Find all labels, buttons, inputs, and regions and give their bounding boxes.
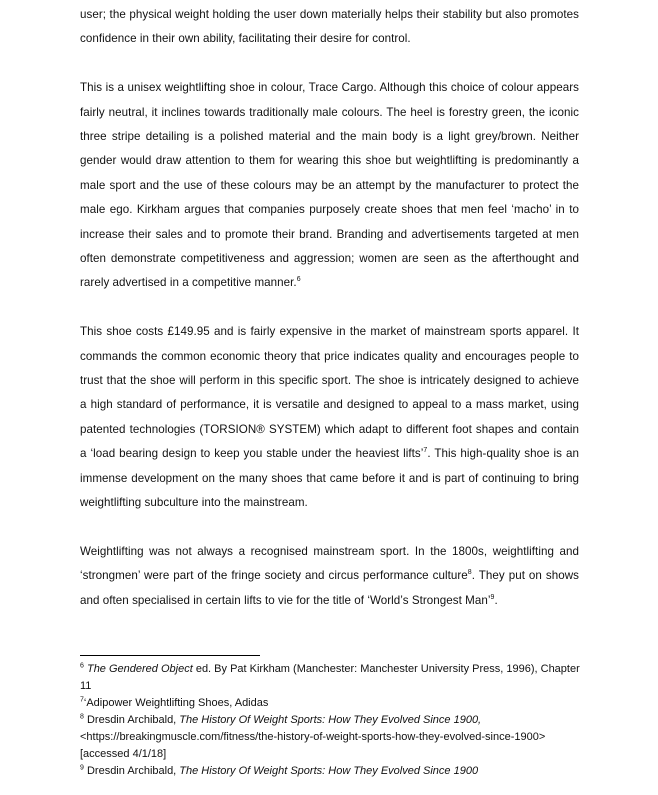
paragraph-colour bbox=[80, 76, 579, 296]
footnote-number: 7 bbox=[80, 696, 84, 704]
footnote-ref: 9 bbox=[490, 593, 495, 601]
footnote-8 bbox=[80, 712, 585, 763]
footnote-author: Dresdin Archibald, bbox=[86, 714, 180, 726]
paragraph-gap bbox=[80, 296, 579, 320]
footnote-title: The History Of Weight Sports: How They Evolved Since 1900 bbox=[179, 765, 479, 777]
footnote-text: ed. By Pat Kirkham (Manchester: Manchester University Press, 1996), Chapter 11 bbox=[80, 663, 580, 692]
paragraph-gap bbox=[80, 52, 579, 76]
paragraph-gap bbox=[80, 516, 579, 540]
footnote-author: Dresdin Archibald, bbox=[86, 765, 180, 777]
paragraph-intro-tail bbox=[80, 3, 579, 52]
paragraph-text: user; the physical weight holding the user down materially helps their stability but also promotes confidence in their own ability, facilitating their desire for control. bbox=[80, 8, 579, 46]
footnote-title: The Gendered Object bbox=[86, 663, 193, 675]
paragraph-text: . bbox=[494, 593, 498, 607]
paragraph-text: This shoe costs £149.95 and is fairly expensive in the market of mainstream sports apparel. It commands the common economic theory that price indicates quality and encourages people to trust that the shoe will perform in this specific sport. The shoe is intricately designed to achieve a high standard of performance, it is versatile and designed to appeal to a mass market, using patented technologies (TORSION® SYSTEM) which adapt to different foot shapes and contain a ‘load bearing design to keep you stable under the heaviest lifts’ bbox=[80, 325, 579, 461]
footnote-ref: 6 bbox=[296, 276, 301, 284]
footnote-7 bbox=[80, 695, 585, 712]
paragraph-price bbox=[80, 320, 579, 515]
footnote-ref: 7 bbox=[423, 447, 428, 455]
footnote-9 bbox=[80, 763, 585, 780]
footnote-separator bbox=[80, 655, 260, 656]
footnote-6 bbox=[80, 661, 585, 695]
footnote-title: The History Of Weight Sports: How They Evolved Since 1900, bbox=[179, 714, 482, 726]
paragraph-text: This is a unisex weightlifting shoe in colour, Trace Cargo. Although this choice of colour appears fairly neutral, it inclines towards traditionally male colours. The heel is forestry green, the iconic three stripe detailing is a polished material and the main body is a light grey/brown. Neither gender would draw attention to them for wearing this shoe but weightlifting is predominantly a male sport and the use of these colours may be an attempt by the manufacturer to protect the male ego. Kirkham argues that companies purposely create shoes that men feel ‘macho’ in to increase their sales and to promote their brand. Branding and advertisements targeted at men often demonstrate competitiveness and aggression; women are seen as the afterthought and rarely advertised in a competitive manner. bbox=[80, 81, 579, 290]
paragraph-history bbox=[80, 540, 579, 613]
paragraph-text: Weightlifting was not always a recognised mainstream sport. In the 1800s, weightlifting and ‘strongmen’ were part of the fringe society and circus performance culture bbox=[80, 544, 579, 583]
footnote-number: 9 bbox=[80, 764, 84, 772]
footnote-text: <https://breakingmuscle.com/fitness/the-history-of-weight-sports-how-they-evolved-since-1900> [accessed 4/1/18] bbox=[80, 731, 546, 760]
footnote-number: 8 bbox=[80, 713, 84, 721]
footnote-number: 6 bbox=[80, 662, 84, 670]
footnote-ref: 8 bbox=[467, 569, 472, 577]
footnote-text: ‘Adipower Weightlifting Shoes, Adidas bbox=[83, 697, 269, 709]
footnotes bbox=[80, 661, 585, 780]
paragraph-text: . They put on shows and often specialised in certain lifts to vie for the title of ‘World’s Strongest Man’ bbox=[80, 569, 580, 607]
paragraph-text: . This high-quality shoe is an immense development on the many shoes that came before it and is part of continuing to bring weightlifting subculture into the mainstream. bbox=[80, 447, 579, 510]
document-body bbox=[80, 0, 579, 613]
